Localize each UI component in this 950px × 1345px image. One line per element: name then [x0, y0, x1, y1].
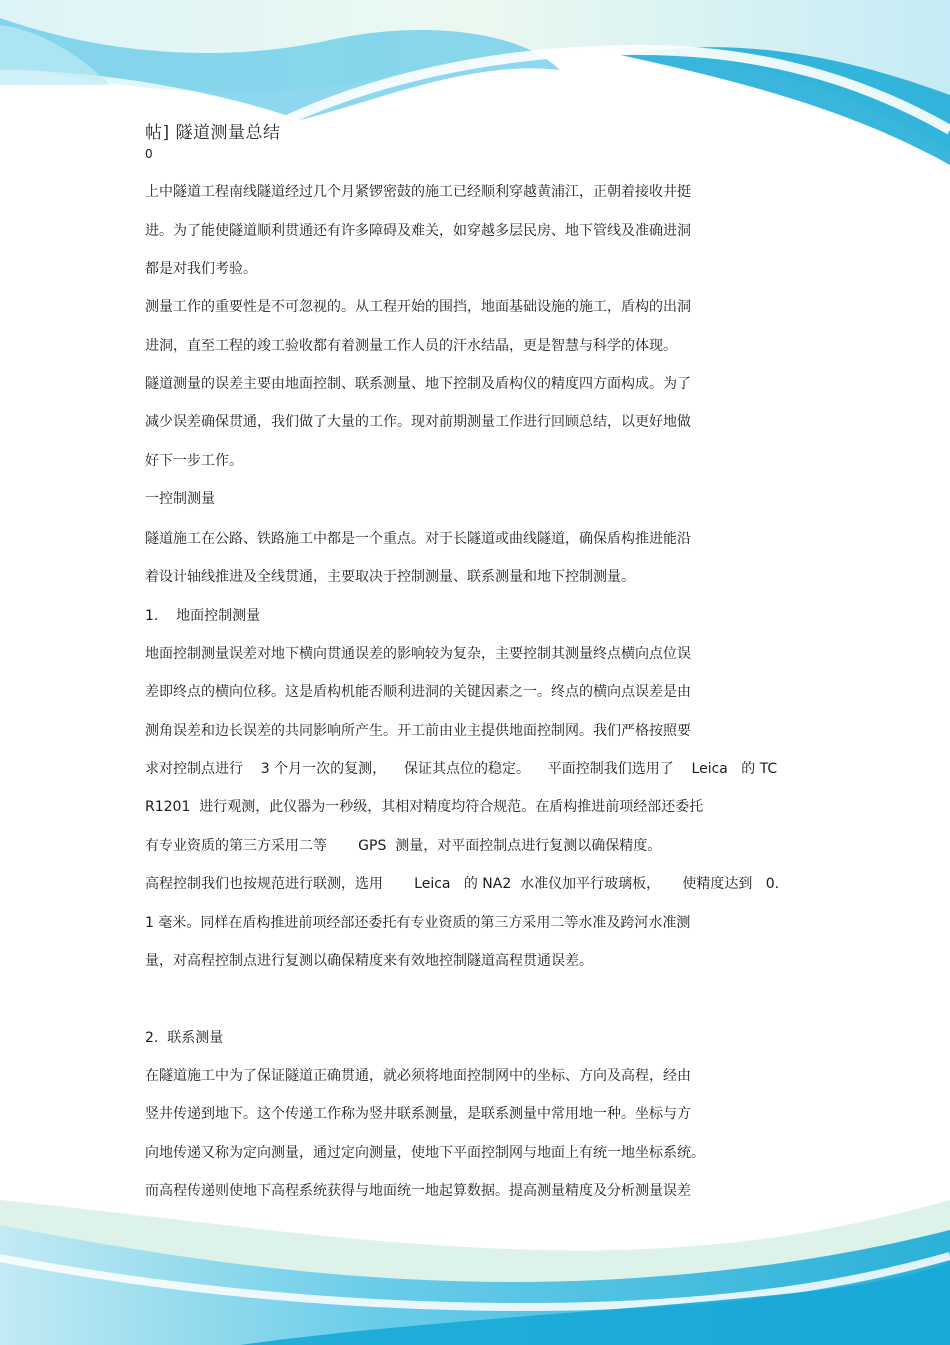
paragraph-line: 上中隧道工程南线隧道经过几个月紧锣密鼓的施工已经顺利穿越黄浦江，正朝着接收井挺 [145, 184, 691, 200]
paragraph-line: 测角误差和边长误差的共同影响所产生。开工前由业主提供地面控制网。我们严格按照要 [145, 723, 691, 739]
paragraph-line: 地面控制测量误差对地下横向贯通误差的影响较为复杂，主要控制其测量终点横向点位误 [145, 646, 691, 662]
paragraph-line: 着设计轴线推进及全线贯通，主要取决于控制测量、联系测量和地下控制测量。 [145, 569, 635, 585]
paragraph-line: 竖井传递到地下。这个传递工作称为竖井联系测量，是联系测量中常用地一种。坐标与方 [145, 1106, 691, 1122]
paragraph-line: 隧道施工在公路、铁路施工中都是一个重点。对于长隧道或曲线隧道，确保盾构推进能沿 [145, 531, 691, 547]
paragraph-line: R1201 进行观测，此仪器为一秒级，其相对精度均符合规范。在盾构推进前项经部还委托 [145, 799, 704, 815]
paragraph-line: 都是对我们考验。 [145, 261, 257, 277]
paragraph-line: 好下一步工作。 [145, 453, 243, 469]
section-heading: 一控制测量 [145, 491, 215, 507]
title-number: 0 [145, 147, 153, 161]
subsection-heading: 1. 地面控制测量 [145, 608, 261, 624]
paragraph-line: 而高程传递则使地下高程系统获得与地面统一地起算数据。提高测量精度及分析测量误差 [145, 1183, 691, 1199]
paragraph-line: 1 毫米。同样在盾构推进前项经部还委托有专业资质的第三方采用二等水准及跨河水准测 [145, 915, 691, 931]
paragraph-line: 隧道测量的误差主要由地面控制、联系测量、地下控制及盾构仪的精度四方面构成。为了 [145, 376, 691, 392]
paragraph-line: 量，对高程控制点进行复测以确保精度来有效地控制隧道高程贯通误差。 [145, 953, 593, 969]
paragraph-line: 测量工作的重要性是不可忽视的。从工程开始的围挡，地面基础设施的施工，盾构的出洞 [145, 299, 691, 315]
paragraph-line: 差即终点的横向位移。这是盾构机能否顺利进洞的关键因素之一。终点的横向点误差是由 [145, 684, 691, 700]
paragraph-line: 进洞，直至工程的竣工验收都有着测量工作人员的汗水结晶，更是智慧与科学的体现。 [145, 338, 677, 354]
paragraph-line: 高程控制我们也按规范进行联测，选用 Leica 的 NA2 水准仪加平行玻璃板， 使精度达到 0. [145, 876, 780, 892]
document-title: 帖] 隧道测量总结 [145, 123, 281, 143]
subsection-heading: 2. 联系测量 [145, 1030, 224, 1046]
paragraph-line: 有专业资质的第三方采用二等 GPS 测量，对平面控制点进行复测以确保精度。 [145, 838, 662, 854]
paragraph-line: 向地传递又称为定向测量，通过定向测量，使地下平面控制网与地面上有统一地坐标系统。 [145, 1145, 705, 1161]
paragraph-line: 求对控制点进行 3 个月一次的复测， 保证其点位的稳定。 平面控制我们选用了 Leica 的 TC [145, 761, 778, 777]
paragraph-line: 减少误差确保贯通，我们做了大量的工作。现对前期测量工作进行回顾总结，以更好地做 [145, 414, 691, 430]
paragraph-line: 在隧道施工中为了保证隧道正确贯通，就必须将地面控制网中的坐标、方向及高程，经由 [145, 1068, 691, 1084]
paragraph-line: 进。为了能使隧道顺利贯通还有许多障碍及难关，如穿越多层民房、地下管线及准确进洞 [145, 223, 691, 239]
